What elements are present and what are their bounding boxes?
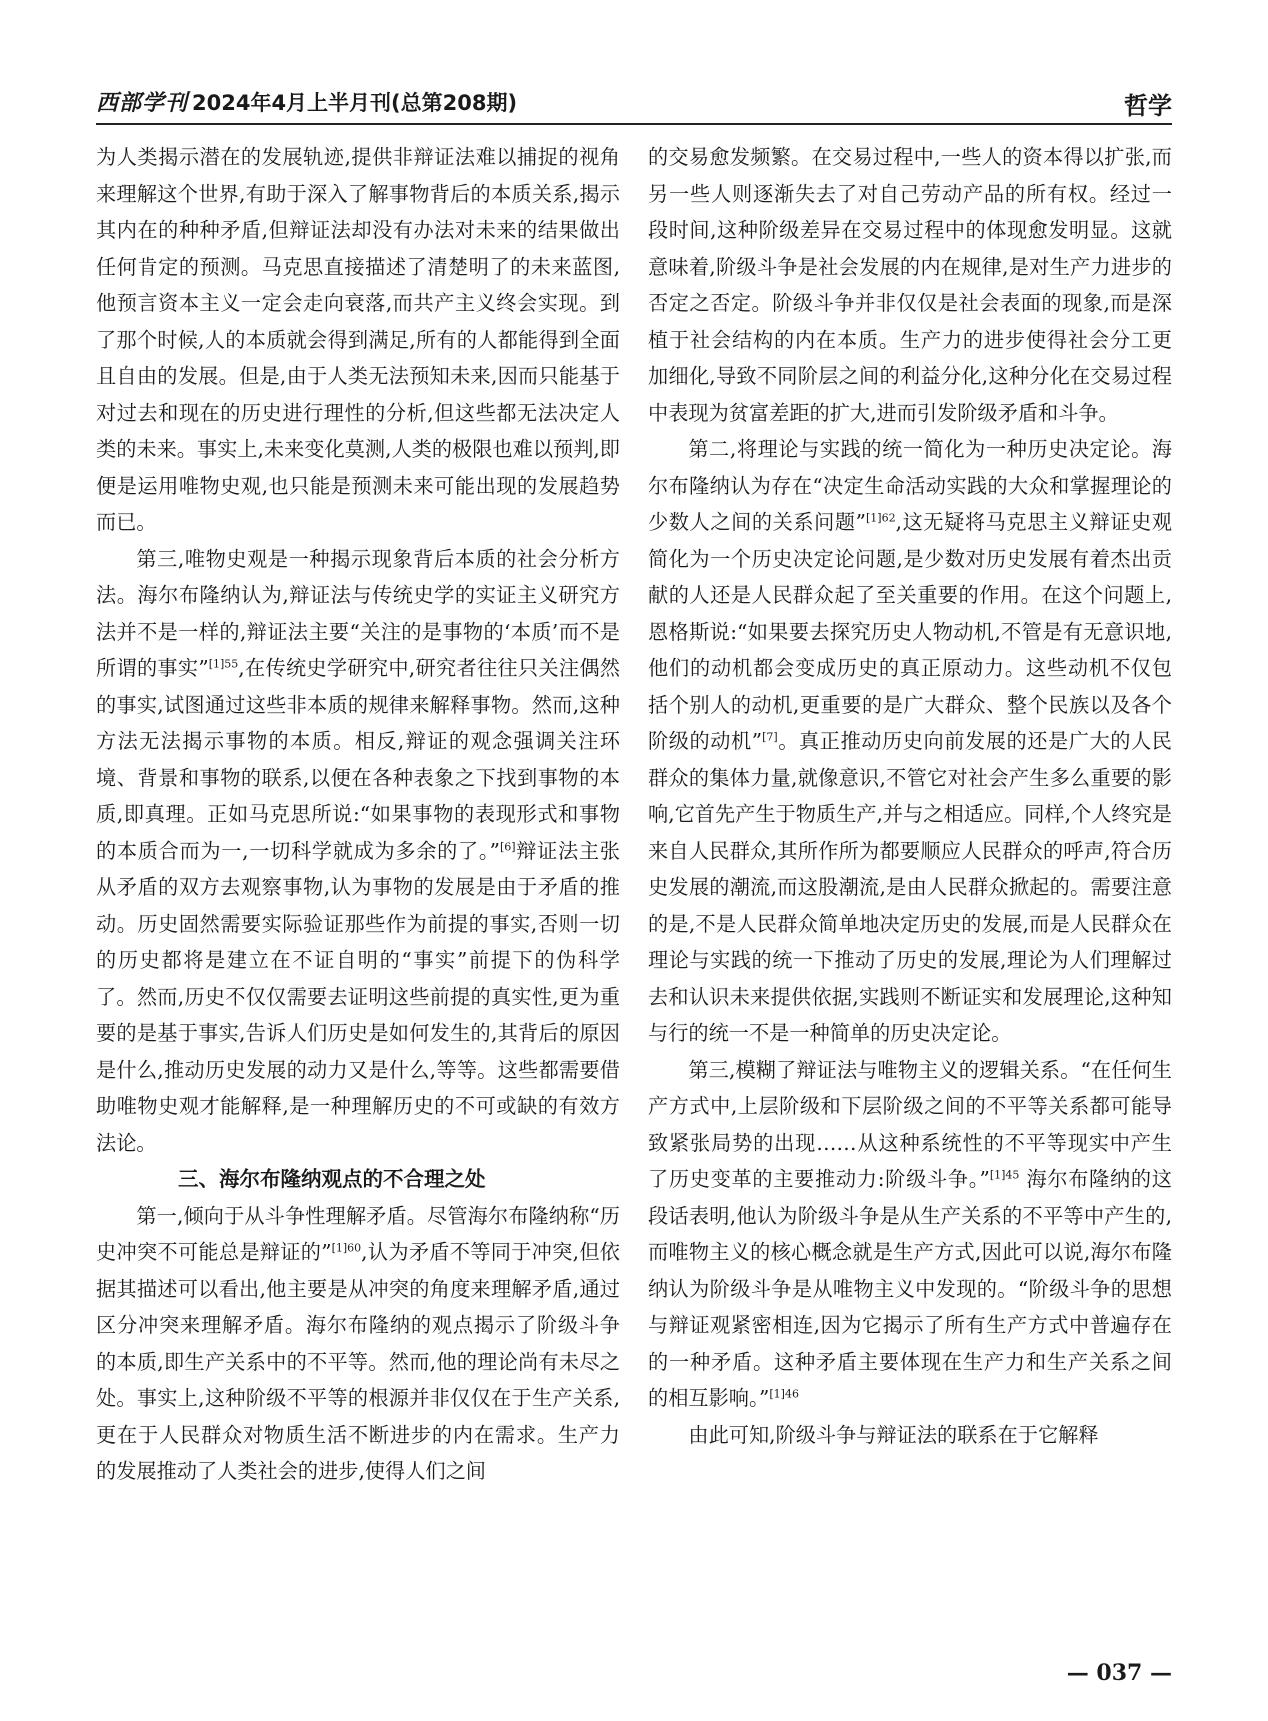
citation: [1]55	[208, 657, 239, 671]
header-rule	[96, 123, 1172, 125]
section-label: 哲学	[1124, 92, 1172, 120]
left-column	[96, 139, 620, 1490]
paragraph: 第三,模糊了辩证法与唯物主义的逻辑关系。“在任何生产方式中,上层阶级和下层阶级之间的不平等关系都可能导致紧张局势的出现……从这种系统性的不平等现实中产生了历史变革的主要推动力:阶级斗争。”$^{[1]45}$ 海尔布隆纳的这段话表明,他认为阶级斗争是从生产关系的不平等中产生的,而唯物主义的核心概念就是生产方式,因此可以说,海尔布隆纳认为阶级斗争是从唯物主义中发现的。“阶级斗争的思想与辩证观紧密相连,因为它揭示了所有生产方式中普遍存在的一种矛盾。这种矛盾主要体现在生产力和生产关系之间的相互影响。”$^{[1]46}$	[648, 1057, 1172, 1410]
right-column	[648, 139, 1172, 1453]
paragraph: 为人类揭示潜在的发展轨迹,提供非辩证法难以捕捉的视角来理解这个世界,有助于深入了解事物背后的本质关系,揭示其内在的种种矛盾,但辩证法却没有办法对未来的结果做出任何肯定的预测。马克思直接描述了清楚明了的未来蓝图,他预言资本主义一定会走向衰落,而共产主义终会实现。到了那个时候,人的本质就会得到满足,所有的人都能得到全面且自由的发展。但是,由于人类无法预知未来,因而只能基于对过去和现在的历史进行理性的分析,但这些都无法决定人类的未来。事实上,未来变化莫测,人类的极限也难以预判,即便是运用唯物史观,也只能是预测未来可能出现的发展趋势而已。	[96, 145, 620, 534]
paragraph: 第二,将理论与实践的统一简化为一种历史决定论。海尔布隆纳认为存在“决定生命活动实践的大众和掌握理论的少数人之间的关系问题”$^{[1]62}$,这无疑将马克思主义辩证史观简化为一个历史决定论问题,是少数对历史发展有着杰出贡献的人还是人民群众起了至关重要的作用。在这个问题上,恩格斯说:“如果要去探究历史人物动机,不管是有无意识地,他们的动机都会变成历史的真正原动力。这些动机不仅包括个别人的动机,更重要的是广大群众、整个民族以及各个阶级的动机”[7]。真正推动历史向前发展的还是广大的人民群众的集体力量,就像意识,不管它对社会产生多么重要的影响,它首先产生于物质生产,并与之相适应。同样,个人终究是来自人民群众,其所作所为都要顺应人民群众的呼声,符合历史发展的潮流,而这股潮流,是由人民群众掀起的。需要注意的是,不是人民群众简单地决定历史的发展,而是人民群众在理论与实践的统一下推动了历史的发展,理论为人们理解过去和认识未来提供依据,实践则不断证实和发展理论,这种知与行的统一不是一种简单的历史决定论。	[648, 437, 1172, 1045]
citation: [1]60	[331, 1241, 362, 1255]
journal-logo: 西部学刊	[96, 90, 189, 116]
page-header	[96, 86, 1172, 122]
paragraph: 第三,唯物史观是一种揭示现象背后本质的社会分析方法。海尔布隆纳认为,辩证法与传统史学的实证主义研究方法并不是一样的,辩证法主要“关注的是事物的‘本质’而不是所谓的事实”$^{[1]55}$,在传统史学研究中,研究者往往只关注偶然的事实,试图通过这些非本质的规律来解释事物。然而,这种方法无法揭示事物的本质。相反,辩证的观念强调关注环境、背景和事物的联系,以便在各种表象之下找到事物的本质,即真理。正如马克思所说:“如果事物的表现形式和事物的本质合而为一,一切科学就成为多余的了。”[6]辩证法主张从矛盾的双方去观察事物,认为事物的发展是由于矛盾的推动。历史固然需要实际验证那些作为前提的事实,否则一切的历史都将是建立在不证自明的“事实”前提下的伪科学了。然而,历史不仅仅需要去证明这些前提的真实性,更为重要的是基于事实,告诉人们历史是如何发生的,其背后的原因是什么,推动历史发展的动力又是什么,等等。这些都需要借助唯物史观才能解释,是一种理解历史的不可或缺的有效方法论。	[96, 546, 620, 1155]
issue-info: 2024年4月上半月刊(总第208期)	[192, 91, 518, 115]
citation: [1]45	[989, 1168, 1020, 1182]
citation: [1]62	[866, 511, 896, 525]
paragraph: 第一,倾向于从斗争性理解矛盾。尽管海尔布隆纳称“历史冲突不可能总是辩证的”$^{[1]60}$,认为矛盾不等同于冲突,但依据其描述可以看出,他主要是从冲突的角度来理解矛盾,通过区分冲突来理解矛盾。海尔布隆纳的观点揭示了阶级斗争的本质,即生产关系中的不平等。然而,他的理论尚有未尽之处。事实上,这种阶级不平等的根源并非仅仅在于生产关系,更在于人民群众对物质生活不断进步的内在需求。生产力的发展推动了人类社会的进步,使得人们之间	[96, 1203, 620, 1483]
paragraph: 的交易愈发频繁。在交易过程中,一些人的资本得以扩张,而另一些人则逐渐失去了对自己劳动产品的所有权。经过一段时间,这种阶级差异在交易过程中的体现愈发明显。这就意味着,阶级斗争是社会发展的内在规律,是对生产力进步的否定之否定。阶级斗争并非仅仅是社会表面的现象,而是深植于社会结构的内在本质。生产力的进步使得社会分工更加细化,导致不同阶层之间的利益分化,这种分化在交易过程中表现为贫富差距的扩大,进而引发阶级矛盾和斗争。	[648, 145, 1172, 425]
section-heading: 三、海尔布隆纳观点的不合理之处	[178, 1167, 486, 1191]
citation: [1]46	[769, 1387, 799, 1401]
citation: [6]	[500, 839, 516, 853]
citation: [7]	[762, 730, 778, 744]
page-number: — 037 —	[1066, 1660, 1172, 1686]
paragraph: 由此可知,阶级斗争与辩证法的联系在于它解释	[688, 1422, 1099, 1447]
